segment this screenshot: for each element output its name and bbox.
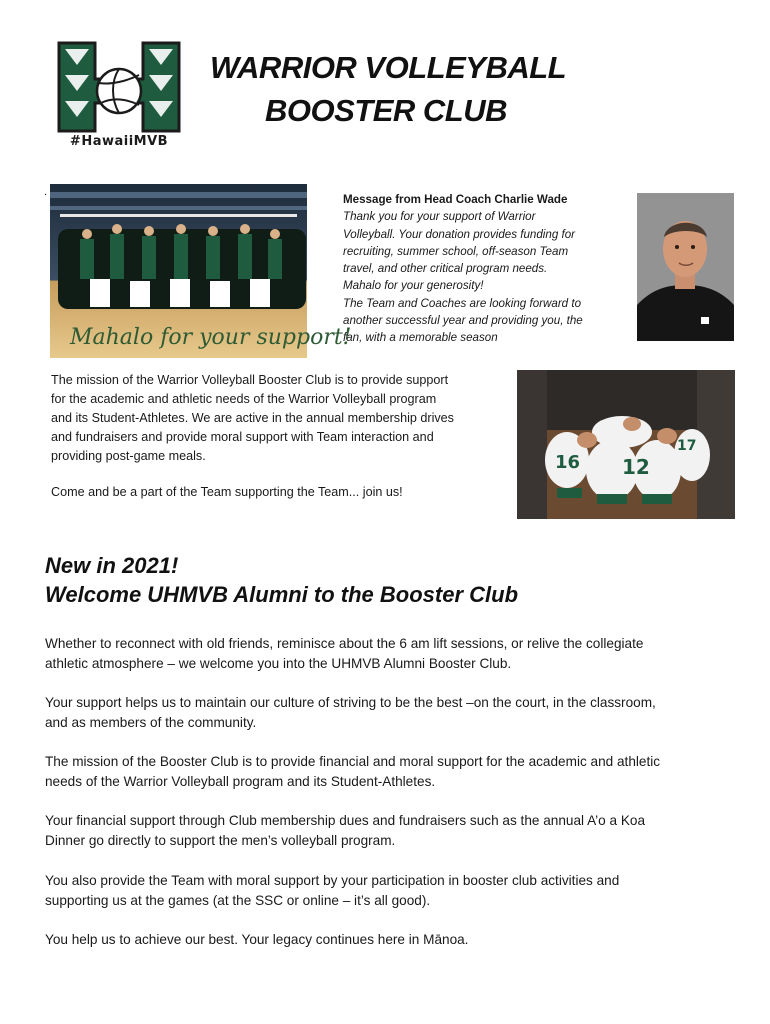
- coach-photo: [637, 193, 734, 341]
- coach-message-line: another successful year and providing you, the: [343, 314, 583, 328]
- mission-statement: [51, 371, 506, 466]
- alumni-paragraph: [45, 811, 735, 851]
- paragraph-line: and as members of the community.: [45, 715, 257, 730]
- jersey-number: 16: [555, 452, 581, 473]
- paragraph-line: needs of the Warrior Volleyball program and its Student-Athletes.: [45, 774, 436, 789]
- paragraph-line: The mission of the Booster Club is to provide financial and moral support for the academic and athletic: [45, 754, 661, 769]
- paragraph-line: Dinner go directly to support the men’s volleyball program.: [45, 833, 396, 848]
- alumni-paragraph: [45, 871, 735, 911]
- bullet-dot: .: [44, 186, 48, 198]
- paragraph-line: Your financial support through Club membership dues and fundraisers such as the annual A’o a Koa: [45, 813, 646, 828]
- alumni-paragraph: [45, 634, 735, 674]
- join-us-text: Come and be a part of the Team supporting the Team... join us!: [51, 485, 403, 499]
- coach-message-line: fan, with a memorable season: [343, 331, 498, 345]
- coach-message-heading: Message from Head Coach Charlie Wade: [343, 193, 568, 206]
- team-photo: [50, 184, 352, 358]
- jersey-number: 12: [622, 455, 650, 479]
- jersey-number: 17: [677, 438, 697, 454]
- mission-line: providing post-game meals.: [51, 449, 206, 464]
- paragraph-line: supporting us at the games (at the SSC or online – it’s all good).: [45, 893, 431, 908]
- mission-line: and fundraisers and provide moral support with Team interaction and: [51, 430, 434, 445]
- paragraph-line: Your support helps us to maintain our culture of striving to be the best –on the court, in the classroom,: [45, 695, 656, 710]
- mission-line: for the academic and athletic needs of the Warrior Volleyball program: [51, 392, 437, 407]
- team-photo-caption: Mahalo for your support!: [70, 325, 352, 350]
- paragraph-line: athletic atmosphere – we welcome you into the UHMVB Alumni Booster Club.: [45, 656, 512, 671]
- mission-line: The mission of the Warrior Volleyball Booster Club is to provide support: [51, 373, 449, 387]
- coach-message: [343, 191, 623, 347]
- welcome-alumni-heading: Welcome UHMVB Alumni to the Booster Club: [45, 582, 519, 607]
- alumni-paragraph: [45, 930, 735, 950]
- coach-message-line: Mahalo for your generosity!: [343, 279, 484, 293]
- mission-line: and its Student-Athletes. We are active in the annual membership drives: [51, 411, 454, 426]
- new-in-2021-heading: New in 2021!: [45, 553, 179, 578]
- coach-message-line: Thank you for your support of Warrior: [343, 210, 536, 224]
- page-title-line2: BOOSTER CLUB: [265, 93, 507, 128]
- paragraph-line: Whether to reconnect with old friends, reminisce about the 6 am lift sessions, or relive the collegiate: [45, 636, 644, 651]
- page-title-line1: WARRIOR VOLLEYBALL: [210, 50, 567, 85]
- team-huddle-photo: [517, 370, 735, 519]
- paragraph-line: You help us to achieve our best. Your legacy continues here in Mānoa.: [45, 932, 469, 947]
- coach-message-line: travel, and other critical program needs.: [343, 262, 548, 276]
- paragraph-line: You also provide the Team with moral support by your participation in booster club activities and: [45, 873, 620, 888]
- coach-message-line: The Team and Coaches are looking forward to: [343, 296, 582, 310]
- logo-hashtag: #HawaiiMVB: [69, 134, 169, 149]
- coach-message-line: Volleyball. Your donation provides funding for: [343, 227, 576, 241]
- coach-message-line: recruiting, summer school, off-season Team: [343, 244, 569, 258]
- alumni-paragraph: [45, 693, 735, 733]
- alumni-paragraph: [45, 752, 735, 792]
